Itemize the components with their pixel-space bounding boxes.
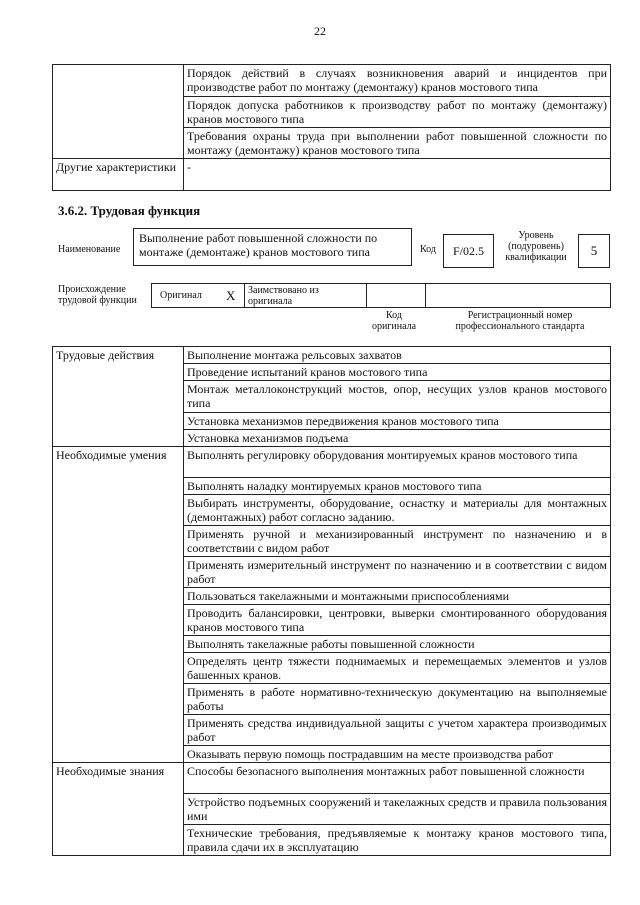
code-original-caption: Код оригинала [371, 310, 417, 332]
code-value-box: F/02.5 [443, 234, 494, 268]
table-row: Выполнять регулировку оборудования монтируемых кранов мостового типа [184, 447, 611, 478]
page-number: 22 [314, 24, 326, 38]
origin-row [151, 283, 611, 308]
table-row: Монтаж металлоконструкций мостов, опор, несущих узлов кранов мостового типа [184, 381, 611, 413]
origin-label: Происхождение трудовой функции [58, 284, 137, 306]
table-row: Порядок действий в случаях возникновения аварий и инцидентов при производстве работ по монтажу (демонтажу) кранов мостового типа [184, 65, 611, 97]
table-row: Выполнение монтажа рельсовых захватов [184, 347, 611, 364]
table-row: Применять в работе нормативно-техническую документацию на выполняемые работы [184, 684, 611, 715]
section-heading: 3.6.2. Трудовая функция [58, 203, 201, 218]
table-row: Установка механизмов подъема [184, 430, 611, 447]
level-value-box: 5 [578, 234, 610, 268]
code-label: Код [420, 244, 436, 255]
table-row: Применять средства индивидуальной защиты с учетом характера производимых работ [184, 715, 611, 746]
table-row: Проведение испытаний кранов мостового типа [184, 364, 611, 381]
table-row: Выполнять наладку монтируемых кранов мостового типа [184, 478, 611, 495]
table-row: Пользоваться такелажными и монтажными приспособлениями [184, 588, 611, 605]
other-characteristics-label: Другие характеристики [53, 159, 184, 191]
table-row: Требования охраны труда при выполнении работ повышенной сложности по монтажу (демонтажу) кранов мостового типа [184, 128, 611, 159]
table-row: Порядок допуска работников к производству работ по монтажу (демонтажу) кранов мостового типа [184, 97, 611, 128]
table-row: Выполнять такелажные работы повышенной сложности [184, 636, 611, 653]
table-row: Определять центр тяжести поднимаемых и перемещаемых элементов и узлов башенных кранов. [184, 653, 611, 684]
table-cell-empty [53, 65, 184, 159]
table-row: Проводить балансировки, центровки, выверки смонтированного оборудования кранов мостового типа [184, 605, 611, 636]
table-row: Применять измерительный инструмент по назначению и в соответствии с видом работ [184, 557, 611, 588]
labor-function-table [52, 346, 611, 856]
table-row: Способы безопасного выполнения монтажных работ повышенной сложности [184, 763, 611, 794]
code-original-cell [366, 284, 426, 307]
table-row: Технические требования, предъявляемые к монтажу кранов мостового типа, правила сдачи их в эксплуатацию [184, 825, 611, 856]
borrowed-label: Заимствовано из оригинала [248, 285, 319, 307]
section-label-actions: Трудовые действия [53, 347, 184, 447]
table-row: Применять ручной и механизированный инструмент по назначению и в соответствии с видом работ [184, 526, 611, 557]
section-label-skills: Необходимые умения [53, 447, 184, 763]
function-name-box: Выполнение работ повышенной сложности по монтаже (демонтаже) кранов мостового типа [133, 228, 412, 266]
original-label: Оригинал [160, 290, 202, 301]
original-mark: X [226, 288, 236, 303]
level-label: Уровень (подуровень) квалификации [505, 230, 567, 263]
table-row: Установка механизмов передвижения кранов мостового типа [184, 413, 611, 430]
table-row: Оказывать первую помощь пострадавшим на месте производства работ [184, 746, 611, 763]
name-label: Наименование [58, 244, 121, 255]
other-characteristics-value: - [184, 159, 611, 191]
characteristics-table [52, 64, 611, 191]
table-row: Выбирать инструменты, оборудование, оснастку и материалы для монтажных (демонтажных) работ согласно заданию. [184, 495, 611, 526]
registration-caption: Регистрационный номер профессионального стандарта [455, 310, 585, 332]
table-row: Устройство подъемных сооружений и такелажных средств и правила пользования ими [184, 794, 611, 825]
section-label-knowledge: Необходимые знания [53, 763, 184, 856]
